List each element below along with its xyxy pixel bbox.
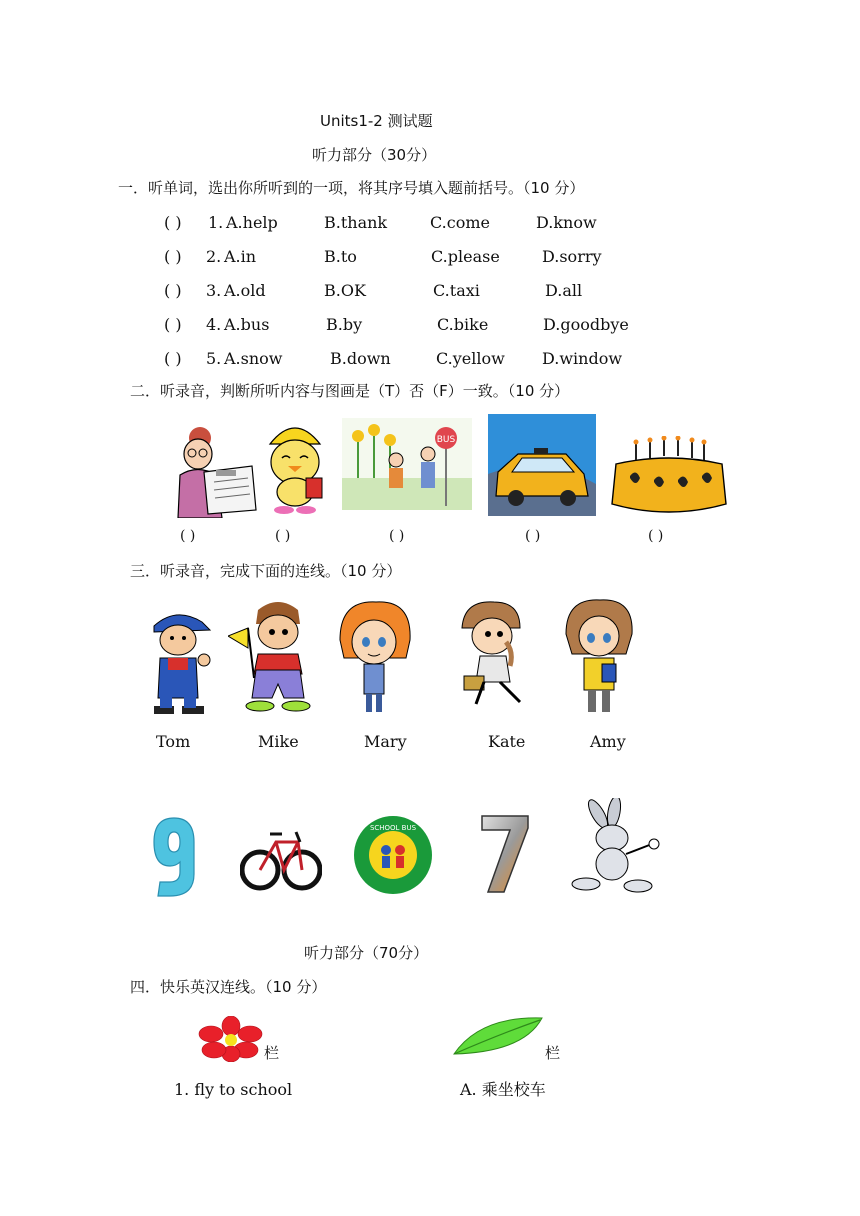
option-d: D.know (536, 213, 597, 232)
right-column-label: 栏 (545, 1044, 561, 1062)
matching-right-item-a: A. 乘坐校车 (460, 1080, 546, 1099)
section3-heading: 三．听录音，完成下面的连线。（10 分） (130, 562, 402, 580)
taxi-picture (488, 414, 596, 516)
option-c: C.taxi (433, 281, 480, 300)
option-b: B.thank (324, 213, 388, 232)
grandma-reading-picture (164, 420, 258, 518)
question-number: 3. (206, 281, 222, 300)
option-c: C.come (430, 213, 490, 232)
option-c: C.bike (437, 315, 489, 334)
name-mike: Mike (258, 732, 299, 751)
section2-heading: 二．听录音，判断所听内容与图画是（T）否（F）一致。（10 分） (130, 382, 570, 400)
name-tom: Tom (156, 732, 191, 751)
bus-sign-text: BUS (436, 435, 456, 445)
number-seven-picture (476, 812, 532, 896)
judge-bracket-1[interactable]: ( ) (180, 528, 196, 544)
option-d: D.window (542, 349, 623, 368)
answer-bracket[interactable]: ( ) (164, 247, 182, 266)
name-amy: Amy (590, 732, 626, 751)
amy-character (562, 598, 636, 716)
judge-bracket-5[interactable]: ( ) (648, 528, 664, 544)
question-number: 1. (208, 213, 224, 232)
name-kate: Kate (488, 732, 526, 751)
answer-bracket[interactable]: ( ) (164, 315, 182, 334)
chick-with-hat-picture (262, 416, 328, 516)
judge-bracket-3[interactable]: ( ) (389, 528, 405, 544)
judge-bracket-2[interactable]: ( ) (275, 528, 291, 544)
page-title: Units1-2 测试题 (320, 112, 433, 130)
answer-bracket[interactable]: ( ) (164, 349, 182, 368)
bicycle-picture (240, 812, 322, 896)
option-d: D.goodbye (543, 315, 629, 334)
answer-bracket[interactable]: ( ) (164, 213, 182, 232)
option-a: A.snow (224, 349, 283, 368)
answer-bracket[interactable]: ( ) (164, 281, 182, 300)
option-a: A.help (226, 213, 278, 232)
question-number: 4. (206, 315, 222, 334)
question-number: 2. (206, 247, 222, 266)
school-bus-logo-text: SCHOOL BUS (369, 824, 417, 832)
kate-character (454, 598, 534, 710)
leaf-icon (450, 1012, 546, 1058)
option-d: D.sorry (542, 247, 602, 266)
option-c: C.yellow (436, 349, 505, 368)
school-bus-logo-picture (352, 814, 434, 896)
number-nine-picture (152, 814, 196, 898)
left-column-label: 栏 (264, 1044, 280, 1062)
reading-header: 听力部分（70分） (304, 944, 429, 962)
tom-character (146, 608, 216, 716)
section1-heading: 一．听单词，选出你所听到的一项，将其序号填入题前括号。（10 分） (118, 179, 585, 197)
mary-character (336, 600, 414, 718)
option-a: A.bus (224, 315, 270, 334)
option-b: B.to (324, 247, 357, 266)
option-b: B.OK (324, 281, 366, 300)
question-number: 5. (206, 349, 222, 368)
option-a: A.in (224, 247, 257, 266)
option-a: A.old (224, 281, 266, 300)
birthday-cake-picture (610, 436, 728, 516)
name-mary: Mary (364, 732, 407, 751)
option-d: D.all (545, 281, 583, 300)
bus-stop-picture (342, 418, 472, 510)
option-b: B.down (330, 349, 391, 368)
matching-left-item-1: 1. fly to school (174, 1080, 293, 1099)
judge-bracket-4[interactable]: ( ) (525, 528, 541, 544)
flower-icon (198, 1016, 264, 1062)
rabbit-picture (568, 798, 660, 896)
mike-character (228, 598, 324, 716)
option-b: B.by (326, 315, 363, 334)
listening-header: 听力部分（30分） (312, 146, 437, 164)
section4-heading: 四．快乐英汉连线。（10 分） (130, 978, 327, 996)
option-c: C.please (431, 247, 500, 266)
